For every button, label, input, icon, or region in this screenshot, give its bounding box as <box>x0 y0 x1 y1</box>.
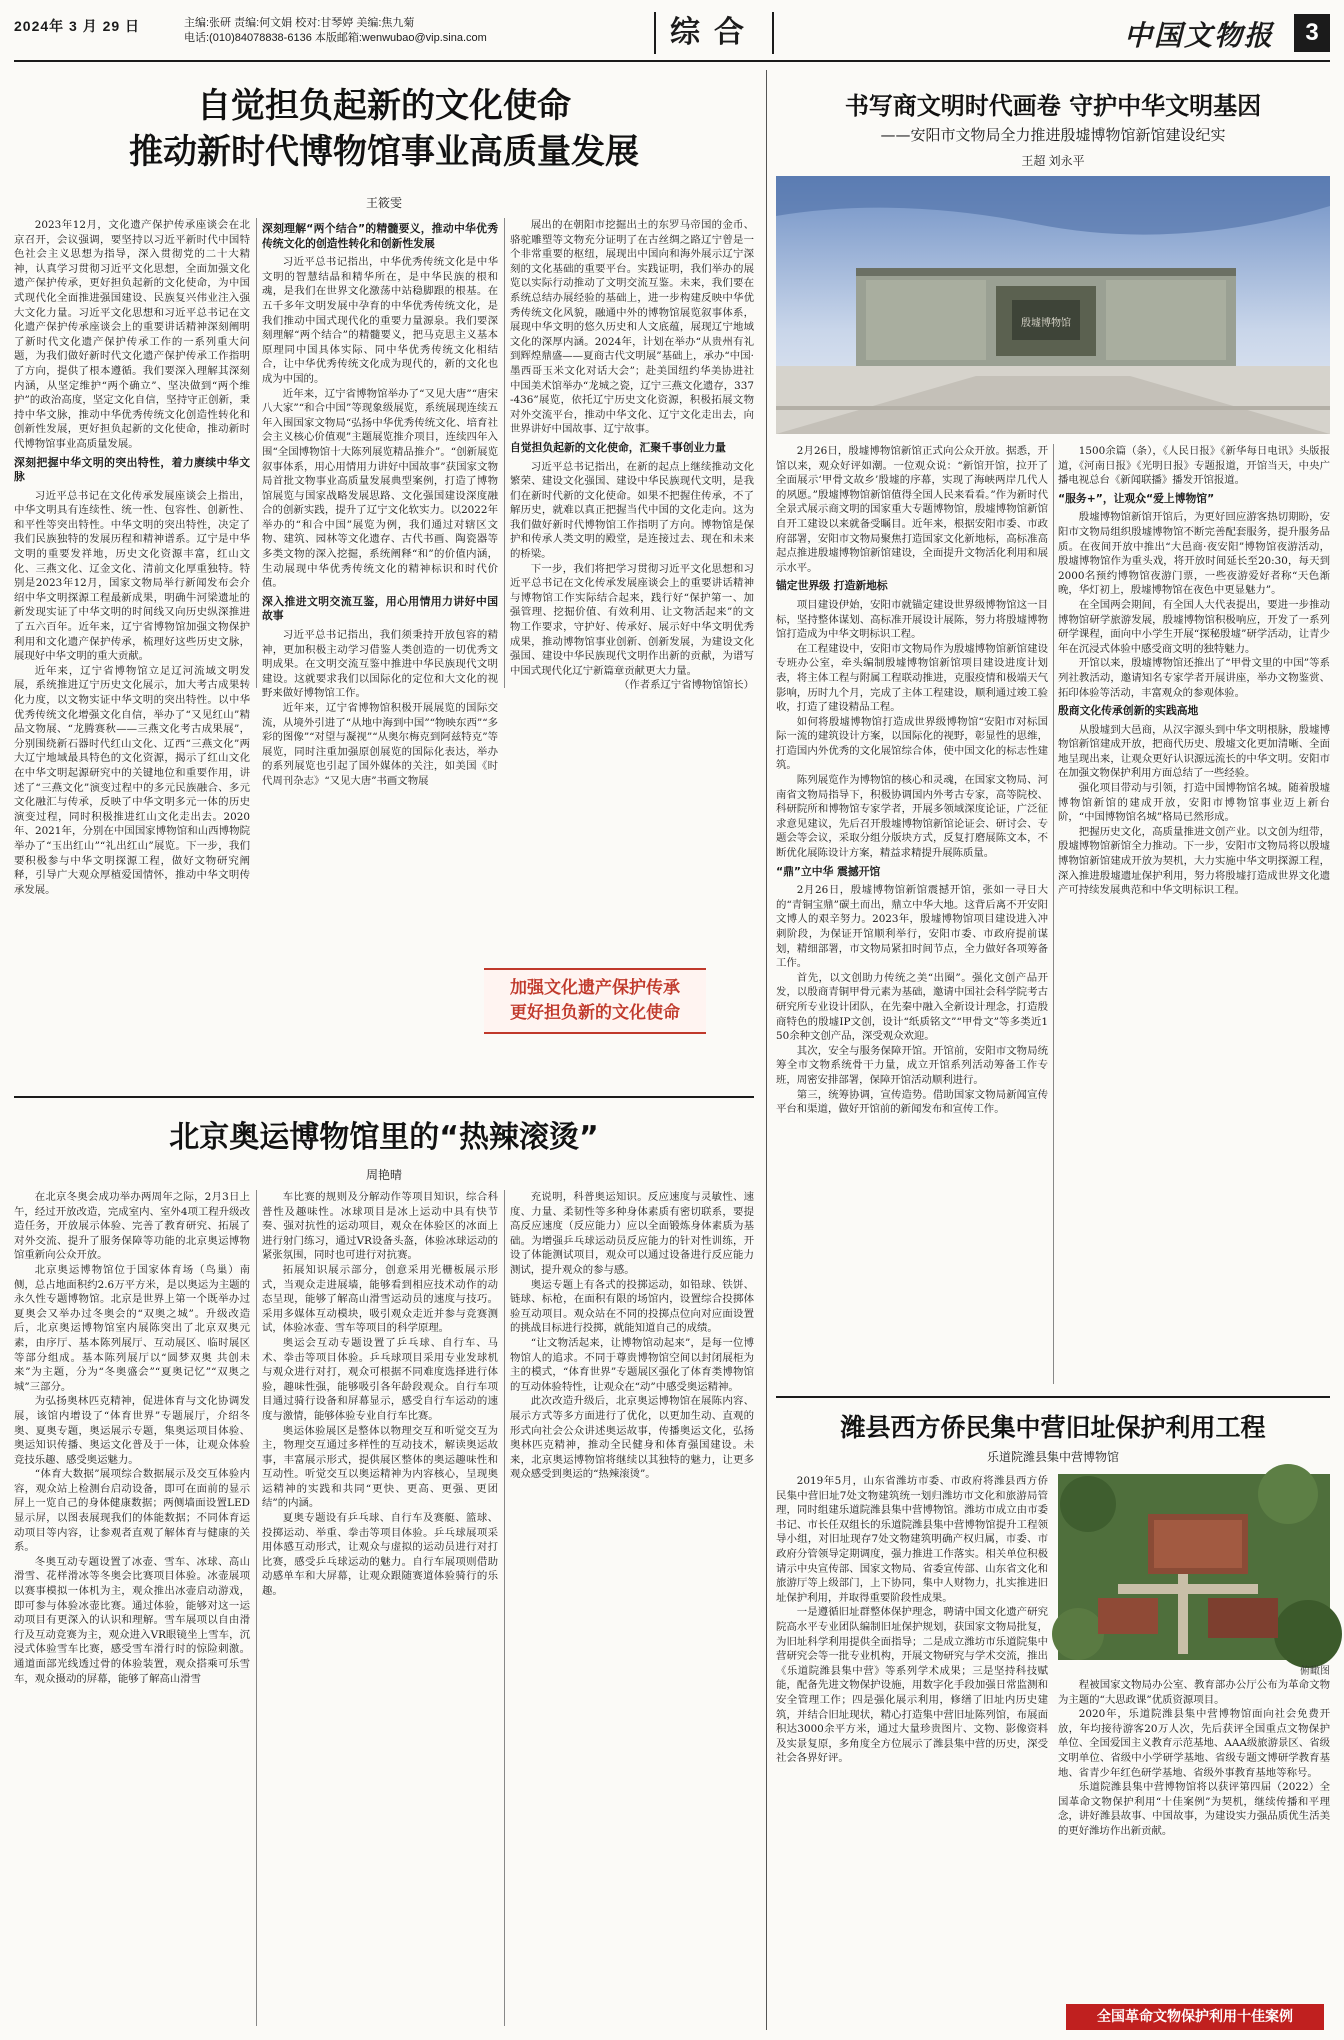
page-number: 3 <box>1294 14 1330 52</box>
article3-subheading: 殷商文化传承创新的实践高地 <box>1058 704 1199 718</box>
article2-paragraph: 冬奥互动专题设置了冰壶、雪车、冰球、高山滑雪、花样滑冰等冬奥会比赛项目体验。冰壶展项以赛事模拟一体机为主，观众推出冰壶启动游戏，即可参与体验冰壶比赛。通过体验，能够对这一运动项目有更深入的认识和理解。雪车展项以自由滑行及互动竞赛为主，观众进入VR眼镜坐上雪车，沉浸式体验雪车比赛，感受雪车滑行时的惊险刺激。通道面部光线透过骨的体验装置，观众搭乘可乐雪车，观众摄动的屏幕，能够了解高山滑雪 <box>14 1555 250 1685</box>
column-rule <box>1053 444 1054 1384</box>
column-rule <box>504 1190 505 2026</box>
article3-paragraph: 开馆以来，殷墟博物馆还推出了“甲骨文里的中国”等系列社教活动，邀请知名专家学者开展讲座，举办文物鉴赏、拓印体验等活动，丰富观众的参观体验。 <box>1058 657 1330 699</box>
article1-paragraph: 下一步，我们将把学习贯彻习近平文化思想和习近平总书记在文化传承发展座谈会上的重要讲话精神与博物馆工作实际结合起来，践行好“保护第一、加强管理、挖掘价值、有效利用、让文物活起来”的文物工作要求，守护好、传承好、展示好中华文明优秀成果，推动博物馆事业创新、创新发展，为建设文化强国、建设中华民族现代文明作出新的贡献，为谱写中国式现代化辽宁新篇章贡献更大力量。 <box>510 562 754 677</box>
article3-subheading: “服务+”，让观众“爱上博物馆” <box>1058 491 1215 505</box>
article1-signoff: （作者系辽宁省博物馆馆长） <box>618 679 754 692</box>
article1-callout <box>484 968 706 1034</box>
column-rule <box>256 1190 257 2026</box>
page-vertical-divider <box>766 70 767 2030</box>
article1-paragraph: 近年来，辽宁省博物馆立足辽河流域文明发展，系统推进辽宁历史文化展示，加大考古成果转化力度，以文物实证中华文明的突出特性。以中华优秀传统文化增强文化自信，举办了“又见红山”精品文物展、“龙腾赛秋——三燕文化考古成果展”，分别围绕新石器时代红山文化、辽西“三燕文化”两大辽宁地域最具特色的文化资源，揭示了红山文化在中华文明起源研究中的关键地位和重要作用，讲述了“三燕文化”演变过程中的多元民族融合、多元文化融汇与传承，反映了中华文明多元一体的历史演变过程，同时积极推进红山文化走出去。2020年、2021年，分别在中国国家博物馆和山西博物院举办了“玉出红山”“礼出红山”展览。下一步，我们要积极参与中华文明探源工程，做好文物研究阐释，引导广大观众厚植爱国情怀，推动中华文明传承发展。 <box>14 664 250 896</box>
article2-paragraph: 此次改造升级后，北京奥运博物馆在展陈内容、展示方式等多方面进行了优化，以更加生动、直观的形式向社会公众讲述奥运故事，传播奥运文化，弘扬奥林匹克精神，推动全民健身和体育强国建设。未来，北京奥运博物馆将继续以其独特的魅力，让更多观众感受到奥运的“热辣滚烫”。 <box>510 1395 754 1481</box>
newspaper-logo: 中国文物报 <box>1124 19 1275 52</box>
article1-column-1 <box>14 218 250 896</box>
masthead <box>14 12 1330 62</box>
article2-paragraph: 车比赛的规则及分解动作等项目知识，综合科普性及趣味性。冰球项目是冰上运动中具有快节奏、强对抗性的运动项目，观众在体验区的冰面上进行射门练习，通过VR设备头盔，体验冰球运动的紧张氛围，同时也可进行对抗赛。 <box>262 1191 498 1262</box>
article3-paragraph: 把握历史文化，高质量推进文创产业。以文创为纽带，殷墟博物馆新馆全力推动。下一步，安阳市文物局将以殷墟博物馆新馆建成开放为契机，大力实施中华文明探源工程，深入推进殷墟遗址保护利用，努力将殷墟打造成世界文化遗产可持续发展典范和中华文明标识工程。 <box>1058 825 1330 897</box>
section-divider <box>14 1096 754 1098</box>
article1-paragraph: 近年来，辽宁省博物馆举办了“又见大唐”“唐宋八大家”“和合中国”等现象级展览，系统展现连续五年入围国家文物局“弘扬中华优秀传统文化、培育社会主义核心价值观”主题展览推介项目，连续四年入围“全国博物馆十大陈列展览精品推介”。“创新展览叙事体系，用心用情用力讲好中国故事”获国家文物局首批文物事业高质量发展典型案例，打造了博物馆展览与国家战略发展思路、文化强国建设深度融合的创新实践，提升了辽宁文化软实力。以2022年举办的“和合中国”展览为例，我们通过对辖区文物、建筑、园林等文化遗存、古代书画、陶瓷器等多类文物的深入挖掘，系统阐释“和”的价值内涵，生动展现中华优秀传统文化的精神标识和时代价值。 <box>262 387 498 590</box>
article3-paragraph: 陈列展览作为博物馆的核心和灵魂，在国家文物局、河南省文物局指导下，积极协调国内外考古专家，高等院校、科研院所和博物馆专家学者，开展多领域深度论证，广泛征求意见建议，先后召开殷墟博物馆新馆论证会、研讨会、专题会等会议，采取分组分版块方式，反复打磨展陈文本，不断优化展陈设计方案，精益求精提升展陈质量。 <box>776 774 1048 860</box>
article3-author: 王超 刘永平 <box>1021 154 1085 168</box>
museum-building-illustration <box>776 176 1330 434</box>
article2-column-2 <box>262 1190 498 2026</box>
award-badge: 全国革命文物保护利用十佳案例 <box>1066 2004 1324 2030</box>
article2-paragraph: 拓展知识展示部分，创意采用光栅板展示形式，当观众走进展墙，能够看到相应技术动作的动态呈现，能够了解高山滑雪运动员的速度与技巧。采用多媒体互动模块，吸引观众走近并参与竞赛测试，体验冰壶、雪车等项目的科学原理。 <box>262 1263 498 1335</box>
article4-paragraph: 乐道院潍县集中营博物馆将以获评第四届（2022）全国革命文物保护利用“十佳案例”为契机，继续传播和平理念，讲好潍县故事、中国故事，为建设实力强品质优生活美的更好潍坊作出新贡献。 <box>1058 1781 1330 1837</box>
article3-paragraph: 殷墟博物馆新馆开馆后，为更好回应游客热切期盼，安阳市文物局组织殷墟博物馆不断完善配套服务，提升服务品质。在夜间开放中推出“大邑商·夜安阳”博物馆夜游活动，殷墟博物馆作为重头戏，将开放时间延长至20:30，每天到2000名预约博物馆夜游门票，一些夜游爱好者称“天色渐晚，华灯初上，殷墟博物馆在夜色中更显魅力”。 <box>1058 511 1330 597</box>
article1-paragraph: 2023年12月，文化遗产保护传承座谈会在北京召开，会议强调，要坚持以习近平新时代中国特色社会主义思想为指导，深入贯彻党的二十大精神，认真学习贯彻习近平文化思想，全面加强文化遗产保护传承，更好担负起新的文化使命，为中国式现代化全面推进强国建设、民族复兴伟业注入强大文化力量。习近平文化思想和习近平总书记在文化遗产保护传承座谈会上的重要讲话精神深刻阐明了新时代文化遗产保护传承工作的一系列重大问题，为我们做好新时代文化遗产保护传承工作指明了方向，提供了根本遵循。我们要深入理解其深刻内涵，从坚定维护“两个确立”、坚决做到“两个维护”的政治高度，坚定文化自信，坚持守正创新，秉持中华文脉，推动中华优秀传统文化创造性转化和创新性发展，更好担负起新的文化使命，推动新时代博物馆事业高质量发展。 <box>14 219 250 450</box>
editor-credits: 主编:张研 责编:何文娟 校对:甘琴婷 美编:焦九菊 电话:(010)84078838-6136 本版邮箱:wenwubao@vip.sina.com <box>184 17 487 44</box>
article3-paragraph: 强化项目带动与引领，打造中国博物馆名城。随着殷墟博物馆新馆的建成开放，安阳市博物馆事业迈上新台阶，“中国博物馆名城”格局已然形成。 <box>1058 782 1330 824</box>
article3-paragraph: 2月26日，殷墟博物馆新馆震撼开馆，张如一寻日大的“青铜宝鼎”碳土而出，鼎立中华大地。这背后离不开安阳文博人的艰辛努力。2023年，殷墟博物馆项目建设进入冲刺阶段，为保证开馆顺利举行，安阳市委、市政府提前谋划，精细部署，市文物局紧扣时间节点，全力做好各项筹备工作。 <box>776 884 1048 970</box>
article3-paragraph: 从殷墟到大邑商，从汉字源头到中华文明根脉，殷墟博物馆新馆建成开放，把商代历史、殷墟文化更加清晰、全面地呈现出来，让观众更好认识源远流长的中华文明。安阳市在加强文物保护利用方面总结了一些经验。 <box>1058 723 1330 780</box>
article2-paragraph: 奥运会互动专题设置了乒乓球、自行车、马术、拳击等项目体验。乒乓球项目采用专业发球机与观众进行对打，观众可根据不同难度选择进行体验，趣味性强，能够吸引各年龄段观众。自行车项目通过骑行设备和屏幕显示，感受自行车运动的速度与激情，能够体验专业自行车比赛。 <box>262 1336 498 1422</box>
museum-photo <box>776 176 1330 434</box>
article4-paragraph: 2020年，乐道院潍县集中营博物馆面向社会免费开放，年均接待游客20万人次，先后获评全国重点文物保护单位、全国爱国主义教育示范基地、AAA级旅游景区、省级文明单位、省级中小学研学基地、省级专题文博研学教育基地、省青少年红色研学基地、省级外事教育基地等称号。 <box>1058 1708 1330 1779</box>
article2-paragraph: 奥运体验展区是整体以物理交互和听觉交互为主，物理交互通过多样性的互动技术，解读奥运故事，丰富展示形式，提供展区整体的奥运趣味性和互动性。听觉交互以奥运精神为内容核心，呈现奥运精神的实践和共同“更快、更高、更强、更团结”的内涵。 <box>262 1424 498 1510</box>
article1-title-line2: 推动新时代博物馆事业高质量发展 <box>129 132 639 172</box>
article4-title: 潍县西方侨民集中营旧址保护利用工程 <box>840 1413 1266 1442</box>
article4-paragraph: 2019年5月，山东省潍坊市委、市政府将潍县西方侨民集中营旧址7处文物建筑统一划归潍坊市文化和旅游局管理，同时组建乐道院潍县集中营博物馆。潍坊市成立由市委书记、市长任双组长的乐道院潍县集中营博物馆提升工程领导小组，对旧址现存7处文物建筑明确产权归属，市委、市政府分管领导定期调度，强力推进工作落实。相关单位积极请示中央宣传部、国家文物局、省委宣传部、山东省文化和旅游厅等上级部门，上下协同，集中人财物力，扎实推进旧址保护利用，并取得重要阶段性成果。 <box>776 1475 1048 1604</box>
article2-paragraph: 充说明，科普奥运知识。反应速度与灵敏性、速度、力量、柔韧性等多种身体素质有密切联系，要提高反应速度（反应能力）应以全面锻炼身体素质为基础。为增强乒乓球运动员反应能力的针对性训练，开设了体能测试项目，观众可以通过设备进行反应能力测试，提升观众的参与感。 <box>510 1191 754 1276</box>
article1-paragraph: 习近平总书记在文化传承发展座谈会上指出，中华文明具有连续性、统一性、包容性、创新性、和平性等突出特性。中华文明的突出特性，决定了我们民族独特的发展历程和精神谱系。辽宁是中华文明的重要发祥地，历史文化资源丰富，红山文化、三燕文化、辽金文化、清前文化厚重独特。特别是2023年12月，国家文物局举行新闻发布会介绍中华文明探源工程最新成果，明确牛河梁遗址的新发现实证了中华文明的时间线又向历史纵深推进了五六百年。近年来，辽宁省博物馆加强文物保护利用和文化遗产保护传承，梳理好这些历史文脉，展现好中华文明的重大贡献。 <box>14 489 250 663</box>
article1-paragraph: 习近平总书记指出，中华优秀传统文化是中华文明的智慧结晶和精华所在，是中华民族的根和魂，是我们在世界文化激荡中站稳脚跟的根基。在五千多年文明发展中孕育的中华优秀传统文化，是我们推动中国式现代化的重要力量源泉。我们要深刻理解“两个结合”的精髓要义，把马克思主义基本原理同中国具体实际、同中华优秀传统文化相结合，让中华优秀传统文化成为现代的，新的文化也成为中国的。 <box>262 256 498 385</box>
article3-paragraph: 第三，统筹协调，宣传造势。借助国家文物局新闻宣传平台和渠道，做好开馆前的新闻发布和宣传工作。 <box>776 1088 1048 1116</box>
article1-paragraph: 习近平总书记指出，我们须秉持开放包容的精神，更加积极主动学习借鉴人类创造的一切优秀文明成果。在文明交流互鉴中推进中华民族现代文明建设。这就要求我们以国际化的定位和大文化的视野来做好博物馆工作。 <box>262 629 498 700</box>
article3-paragraph: 首先，以文创助力传统之美“出圈”。强化文创产品开发，以殷商青铜甲骨元素为基础，邀请中国社会科学院考古研究所专业设计团队，在先秦中融入全新设计理念，打造殷商特色的殷墟IP文创，设计“纸质铭文”“甲骨文”等多类近150余种文创产品，深受观众欢迎。 <box>776 971 1048 1043</box>
article2-paragraph: 夏奥专题设有乒乓球、自行车及赛艇、篮球、投掷运动、举重、拳击等项目体验。乒乓球展项采用体感互动形式，让观众与虚拟的运动员进行对打比赛，感受乒乓球运动的魅力。自行车展项则借助动感单车和大屏幕，让观众跟随赛道体验骑行的乐趣。 <box>262 1512 498 1598</box>
article2-column-3 <box>510 1190 754 2026</box>
article1-subheading: 深刻把握中华文明的突出特性，着力赓续中华文脉 <box>14 455 250 484</box>
article1-subheading: 自觉担负起新的文化使命，汇聚千事创业力量 <box>510 440 726 454</box>
article1-column-3 <box>510 218 754 730</box>
article1-paragraph: 近年来，辽宁省博物馆积极开展展览的国际交流，从境外引进了“从地中海到中国”“物映东西”“多彩的图像”“对望与凝视”“从奥尔梅克到阿兹特克”等展览，同时注重加强原创展览的国际化表达，举办的系列展览也引起了国外媒体的关注，如美国《时代周刊杂志》“又见大唐”书画文物展 <box>262 702 498 787</box>
article4-paragraph: 程被国家文物局办公室、教育部办公厅公布为革命文物为主题的“大思政课”优质资源项目。 <box>1058 1679 1330 1706</box>
article2-title: 北京奥运博物馆里的“热辣滚烫” <box>169 1120 599 1155</box>
column-rule <box>256 218 257 688</box>
article3-column-2 <box>1058 444 1330 1384</box>
article4-column-2 <box>1058 1678 1330 1998</box>
article3-paragraph: 1500余篇（条），《人民日报》《新华每日电讯》头版报道，《河南日报》《光明日报》专题报道，开馆当天，中央广播电视总台《新闻联播》播发开馆报道。 <box>1058 445 1330 487</box>
article3-paragraph: 在全国两会期间，有全国人大代表提出，要进一步推动博物馆研学旅游发展，殷墟博物馆积极响应，开发了一系列研学课程，面向中小学生开展“探秘殷墟”研学活动，让青少年在沉浸式体验中感受商文明的独特魅力。 <box>1058 598 1330 655</box>
article4-author: 乐道院潍县集中营博物馆 <box>986 1450 1119 1464</box>
section-divider <box>776 1396 1330 1398</box>
article1-title-line1: 自觉担负起新的文化使命 <box>197 86 571 126</box>
article1-subheading: 深刻理解“两个结合”的精髓要义，推动中华优秀传统文化的创造性转化和创新性发展 <box>262 222 498 250</box>
article2-author: 周艳晴 <box>365 1168 402 1182</box>
article1-paragraph: 展出的在朝阳市挖掘出土的东罗马帝国的金币、骆驼雕塑等文物充分证明了在古丝绸之路辽宁曾是一个非常重要的枢纽，展现出中国向和海外展示辽宁深刻的文化基础的重要平台。实践证明，我们举办的展览以实际行动推动了文明交流互鉴。未来，我们要在系统总结办展经验的基础上，进一步构建反映中华优秀传统文化风貌，融通中外的博物馆展览叙事体系，展现中华文明的悠久历史和人文底蕴，展现辽宁地域文化的深厚内涵。2024年，计划在举办“从贵州有礼到辉煌鼎盛——夏商古代文明展”基础上，承办“中国·墨西哥玉米文化对话大会”；赴美国纽约华美协进社中国美术馆举办“龙城之瓷，辽宁三燕文化遗存，337-436”展览，依托辽宁历史文化资源，积极拓展文物对外交流平台，推动中华文化、辽宁文化走出去，向世界讲好中国故事、辽宁故事。 <box>510 219 754 436</box>
article1-column-2 <box>262 218 498 787</box>
aerial-photo <box>1058 1474 1330 1660</box>
article3-subtitle: ——安阳市文物局全力推进殷墟博物馆新馆建设纪实 <box>880 126 1226 144</box>
article3-paragraph: 2月26日，殷墟博物馆新馆正式向公众开放。据悉，开馆以来，观众好评如潮。一位观众说：“新馆开馆，拉开了全面展示‘甲骨文故乡’殷墟的序幕，实现了海峡两岸几代人的夙愿。”殷墟博物馆新馆值得全国人民来看看。”作为新时代全景式展示商文明的国家重大专题博物馆，殷墟博物馆新馆自开工建设以来就备受瞩目。近年来，根据安阳市委、市政府部署，安阳市文物局聚焦打造国家文化新地标，高标准高起点推进殷墟博物馆新馆建设，全面提升文物活化利用和展示水平。 <box>776 445 1048 574</box>
article2-paragraph: “让文物活起来，让博物馆动起来”，是每一位博物馆人的追求。不同于尊贵博物馆空间以封闭展柜为主的模式，“体育世界”专题展区强化了体育类博物馆的互动体验特性，让观众在“动”中感受奥运精神。 <box>510 1336 754 1393</box>
article1-subheading: 深入推进文明交流互鉴，用心用情用力讲好中国故事 <box>262 594 498 623</box>
aerial-photo-caption: 俯瞰图 <box>1300 1666 1330 1677</box>
article2-paragraph: “体育大数据”展项综合数据展示及交互体验内容，观众站上检测台启动设备，即可在面前的显示屏上一览自己的身体健康数据；两侧墙面设置LED显示屏，以图表展现我们的体能数据；不同体育运动项目等内容，让参观者直观了解体育与健康的关系。 <box>14 1468 250 1554</box>
article2-paragraph: 在北京冬奥会成功举办两周年之际，2月3日上午，经过开放改造，完成室内、室外4项工程升级改造任务，开放展示体验、完善了教育研究、拓展了对外交流、提升了服务保障等功能的北京奥运博物馆重新向公众开放。 <box>14 1191 250 1262</box>
article3-title: 书写商文明时代画卷 守护中华文明基因 <box>844 92 1262 120</box>
issue-date: 2024年 3 月 29 日 <box>14 18 141 34</box>
aerial-view-illustration <box>1058 1474 1330 1660</box>
article3-subheading: “鼎”立中华 震撼开馆 <box>776 864 881 878</box>
article3-paragraph: 其次，安全与服务保障开馆。开馆前，安阳市文物局统筹全市文物系统骨干力量，成立开馆系列活动筹备工作专班，周密安排部署，保障开馆活动顺利进行。 <box>776 1044 1048 1086</box>
article3-paragraph: 项目建设伊始，安阳市就锚定建设世界级博物馆这一目标，坚持整体谋划、高标准开展设计展陈，努力将殷墟博物馆打造成为中华文明标识工程。 <box>776 598 1048 641</box>
article4-paragraph: 一是遵循旧址群整体保护理念，聘请中国文化遗产研究院高水平专业团队编制旧址保护规划，获国家文物局批复，为旧址科学利用提供全面指导；二是成立潍坊市乐道院集中营研究会等一批专业机构，开展文物研究与学术交流，推出《乐道院潍县集中营》等系列学术成果；三是坚持科技赋能，配备先进文物保护设施，用数字化手段加强日常监测和安全管理工作；四是强化展示利用，修缮了旧址内历史建筑，并结合旧址现状，精心打造集中营旧址陈列馆，布展面积达3000余平方米，通过大量珍贵图片、文物、影像资料及实景复原，多角度全方位展示了潍县集中营的历史，深受社会各界好评。 <box>776 1606 1048 1765</box>
article3-paragraph: 如何将殷墟博物馆打造成世界级博物馆“安阳市对标国际一流的建筑设计方案，以国际化的视野，彰显性的思维，打造国内外优秀的文化展馆综合体，使中国文化的标志性建筑。 <box>776 715 1048 772</box>
article3-subheading: 锚定世界级 打造新地标 <box>776 579 888 593</box>
callout-text: 加强文化遗产保护传承 更好担负新的文化使命 <box>510 978 680 1023</box>
article2-paragraph: 奥运专题上有各式的投掷运动，如铅球、铁饼、链球、标枪，在面积有限的场馆内，设置综合投掷体验互动项目。观众站在不同的投掷点位向对应面设置的挑战目标进行投掷，就能知道自己的成绩。 <box>510 1278 754 1335</box>
museum-sign-text: 殷墟博物馆 <box>1021 318 1071 329</box>
article4-column-1 <box>776 1474 1048 2030</box>
article1-paragraph: 习近平总书记指出，在新的起点上继续推动文化繁荣、建设文化强国、建设中华民族现代文明，是我们在新时代新的文化使命。如果不把握住传承，不了解历史，就难以真正把握当代中国的文化走向。这为我们做好新时代博物馆工作指明了方向。博物馆是保护和传承人类文明的殿堂，是连接过去、现在和未来的桥梁。 <box>510 460 754 561</box>
article1-author: 王筱雯 <box>365 196 402 210</box>
column-rule <box>504 218 505 688</box>
section-title: 综合 <box>654 12 774 54</box>
article3-paragraph: 在工程建设中，安阳市文物局作为殷墟博物馆新馆建设专班办公室，牵头编制殷墟博物馆新馆项目建设进度计划表，将主体工程与附属工程联动推进，克服疫情和极端天气影响，历时九个月，完成了主体工程建设，顺利通过竣工验收，打造了建设精品工程。 <box>776 642 1048 714</box>
article3-column-1 <box>776 444 1048 1384</box>
article2-paragraph: 为弘扬奥林匹克精神，促进体育与文化协调发展，该馆内增设了“体育世界”专题展厅，介绍冬奥、夏奥专题，奥运展示专题，集奥运项目体验、奥运知识传播、奥运文化普及于一体，让观众体验竞技乐趣、感受奥运魅力。 <box>14 1395 250 1466</box>
article2-paragraph: 北京奥运博物馆位于国家体育场（鸟巢）南侧，总占地面积约2.6万平方米，是以奥运为主题的永久性专题博物馆。北京是世界上第一个既举办过夏奥会又举办过冬奥会的“双奥之城”。升级改造后，北京奥运博物馆室内展陈突出了北京双奥元素，由序厅、基本陈列展厅、互动展区、临时展区等部分组成。基本陈列展厅以“圆梦双奥 共创未来”为主题，分为“冬奥盛会”“夏奥记忆”“双奥之城”三部分。 <box>14 1263 250 1393</box>
article2-column-1 <box>14 1190 250 2026</box>
